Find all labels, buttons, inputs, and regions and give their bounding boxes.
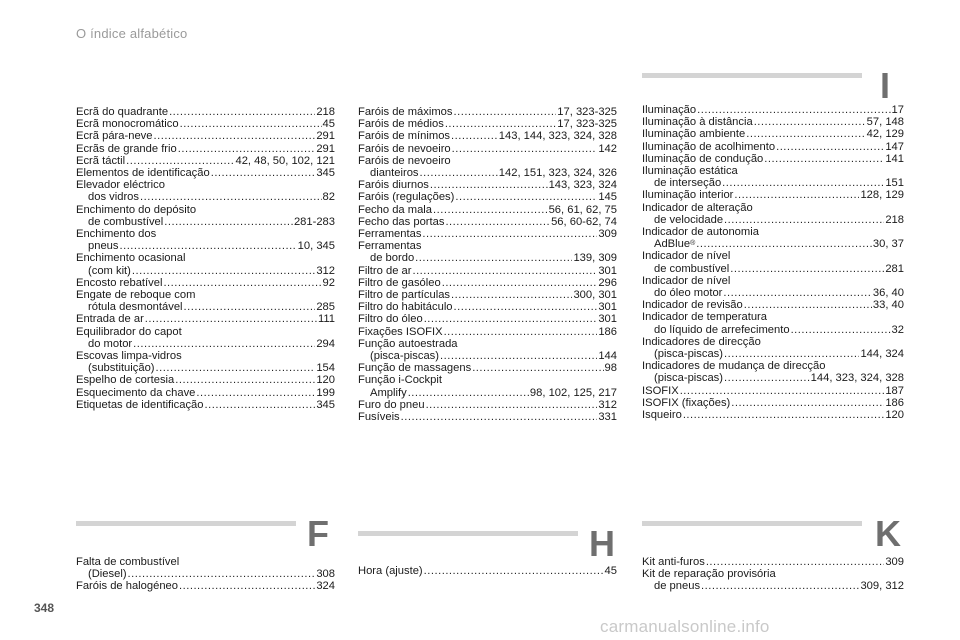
index-entry-pages: 42, 48, 50, 102, 121 [235, 154, 335, 167]
index-entry-pages: 10, 345 [297, 240, 335, 253]
index-entry-term: Faróis de nevoeiro [358, 142, 451, 155]
index-entry [358, 326, 617, 338]
index-entry-pages: 151 [885, 177, 904, 190]
index-entry-heading: Falta de combustível [76, 556, 180, 568]
index-entry [642, 556, 904, 568]
index-entry-pages: 141 [885, 152, 904, 165]
index-entry [642, 189, 904, 201]
dot-leader [754, 116, 866, 128]
index-entry-term: ISOFIX [642, 384, 679, 397]
index-entry-term: Iluminação interior [642, 189, 734, 202]
dot-leader [175, 374, 315, 386]
index-entry-term: Ferramentas [358, 228, 422, 241]
index-entry-term: Ecrã monocromático [76, 118, 179, 131]
index-entry [642, 141, 904, 153]
index-entry-term: Faróis de halogéneo [76, 580, 179, 593]
index-entry-pages: 144 [598, 350, 617, 363]
index-entry-term: Faróis (regulações) [358, 191, 455, 204]
index-entry [642, 336, 904, 360]
index-entry-term: (pisca-piscas) [654, 348, 724, 361]
section-k-letter: K [875, 513, 901, 554]
index-entry-term: Etiquetas de identificação [76, 398, 204, 411]
index-entry-pages: 144, 323, 324, 328 [810, 372, 904, 385]
dot-leader [731, 397, 884, 409]
index-entry-term: do óleo motor [654, 287, 723, 300]
index-entry [76, 387, 335, 399]
index-entry-term: Elementos de identificação [76, 167, 210, 180]
index-entry-pages: 56, 61, 62, 75 [548, 203, 617, 216]
index-entry [642, 568, 904, 592]
dot-leader [126, 155, 234, 167]
dot-leader [196, 387, 315, 399]
index-entry [358, 204, 617, 216]
index-entry-term: Filtro de gasóleo [358, 276, 441, 289]
index-entry-pages: 45 [322, 118, 335, 131]
index-entry-heading: Função autoestrada [358, 337, 458, 350]
dot-leader [791, 324, 891, 336]
index-entry [358, 277, 617, 289]
index-entry-term: (Diesel) [88, 568, 127, 581]
section-h-letter: H [589, 523, 615, 564]
dot-leader [156, 362, 316, 374]
index-entry-term: Fecho das portas [358, 215, 445, 228]
dot-leader [408, 387, 529, 399]
index-entry [358, 289, 617, 301]
index-entry-pages: 324 [316, 580, 335, 593]
index-entry-term: Faróis de mínimos [358, 130, 451, 143]
index-entry [76, 326, 335, 350]
index-entry-term: Iluminação de condução [642, 152, 764, 165]
index-entry-pages: 30, 37 [872, 238, 904, 251]
index-entry [642, 128, 904, 140]
dot-leader [723, 287, 871, 299]
index-entry [76, 106, 335, 118]
index-entry-term: Kit anti-furos [642, 556, 705, 568]
dot-leader [440, 350, 597, 362]
index-entry-pages: 291 [316, 142, 335, 155]
watermark: carmanualsonline.info [600, 617, 770, 636]
dot-leader [730, 263, 884, 275]
dot-leader [420, 167, 498, 179]
index-entry [76, 155, 335, 167]
index-entry-term: dianteiros [370, 167, 419, 180]
index-entry [76, 167, 335, 179]
index-entry-pages: 139, 309 [573, 252, 617, 265]
dot-leader [734, 189, 859, 201]
index-entry-heading: Indicador de nível [642, 250, 731, 263]
index-entry-pages: 312 [598, 398, 617, 411]
index-entry-pages: 120 [885, 409, 904, 422]
index-entry-pages: 145 [598, 191, 617, 204]
dot-leader [164, 216, 293, 228]
index-entry-heading: Ferramentas [358, 240, 422, 253]
index-entry [642, 397, 904, 409]
index-entry [76, 350, 335, 374]
index-entry-term: Entrada de ar [76, 313, 144, 326]
index-entry [76, 277, 335, 289]
index-entry-term: Indicador de revisão [642, 299, 743, 312]
dot-leader [415, 252, 572, 264]
index-entry [76, 556, 335, 580]
index-entry-pages: 301 [598, 264, 617, 277]
section-k-bar [642, 521, 862, 526]
index-entry [358, 313, 617, 325]
index-entry [358, 179, 617, 191]
index-entry [642, 409, 904, 421]
index-entry-pages: 17 [891, 104, 904, 116]
index-entry-term: Esquecimento da chave [76, 386, 196, 399]
index-entry-term: Ecrãs de grande frio [76, 142, 177, 155]
index-entry-pages: 144, 324 [860, 348, 904, 361]
index-entry [76, 580, 335, 592]
index-entry-heading: Escovas limpa-vidros [76, 350, 182, 363]
section-f-bar [76, 521, 296, 526]
index-entry [358, 191, 617, 203]
index-entry-heading: Indicador de alteração [642, 201, 753, 214]
index-entry [358, 362, 617, 374]
index-entry-term: Faróis de máximos [358, 106, 453, 118]
dot-leader [776, 141, 884, 153]
index-entry-heading: Engate de reboque com [76, 289, 196, 302]
dot-leader [401, 411, 598, 423]
index-entry-pages: 56, 60-62, 74 [551, 215, 617, 228]
index-entry-term: Ecrã táctil [76, 154, 126, 167]
index-entry-term: (pisca-piscas) [654, 372, 724, 385]
index-entry [642, 165, 904, 189]
section-i-bar [642, 73, 862, 78]
index-entry [76, 313, 335, 325]
index-entry-term: Fusíveis [358, 411, 400, 424]
index-entry [642, 104, 904, 116]
index-entry-heading: Enchimento dos [76, 228, 157, 241]
index-entry-pages: 36, 40 [872, 287, 904, 300]
index-entry-heading: Indicador de temperatura [642, 311, 768, 324]
index-entry-pages: 82 [322, 191, 335, 204]
dot-leader [128, 568, 316, 580]
index-entry-term: Faróis de médios [358, 118, 444, 131]
index-entry-pages: 57, 148 [866, 116, 904, 129]
index-entry [76, 204, 335, 228]
index-entry-term: de bordo [370, 252, 415, 265]
index-entry-heading: Indicadores de mudança de direcção [642, 360, 826, 373]
index-entry-pages: 308 [316, 568, 335, 581]
index-entry [358, 155, 617, 179]
dot-leader [145, 313, 317, 325]
index-entry [358, 265, 617, 277]
index-entry [358, 399, 617, 411]
dot-leader [452, 143, 598, 155]
index-entry-pages: 120 [316, 374, 335, 387]
index-entry [76, 228, 335, 252]
index-entry-term: AdBlue [654, 238, 691, 251]
index-entry-pages: 143, 144, 323, 324, 328 [498, 130, 617, 143]
index-entry-pages: 142, 151, 323, 324, 326 [498, 167, 617, 180]
dot-leader [412, 265, 597, 277]
index-entry [358, 301, 617, 313]
index-entry-term: Espelho de cortesia [76, 374, 175, 387]
index-entry-term: Iluminação de acolhimento [642, 140, 776, 153]
index-entry-pages: 309, 312 [860, 580, 904, 593]
index-entry-term: Isqueiro [642, 409, 682, 422]
dot-leader [424, 565, 604, 577]
dot-leader [744, 299, 872, 311]
section-f-letter: F [307, 513, 329, 554]
index-column-h [358, 565, 617, 577]
dot-leader [454, 301, 598, 313]
index-entry-term: Furo do pneu [358, 398, 425, 411]
index-entry-term: Filtro de partículas [358, 289, 451, 302]
dot-leader [445, 216, 550, 228]
dot-leader [444, 326, 598, 338]
dot-leader [697, 104, 890, 116]
index-entry [76, 289, 335, 313]
dot-leader [442, 277, 598, 289]
index-column-i [642, 104, 904, 421]
index-entry-term: (com kit) [88, 264, 131, 277]
dot-leader [701, 580, 859, 592]
index-entry [642, 226, 904, 250]
page-header-title: O índice alfabético [76, 26, 188, 41]
index-entry-pages: 147 [885, 140, 904, 153]
index-entry-term: do líquido de arrefecimento [654, 323, 790, 336]
index-entry-pages: 331 [598, 411, 617, 424]
registered-mark: ® [690, 240, 696, 248]
dot-leader [163, 277, 321, 289]
index-entry-heading: Faróis de nevoeiro [358, 154, 451, 167]
index-entry-pages: 218 [316, 106, 335, 118]
index-entry-term: de velocidade [654, 213, 724, 226]
index-entry [76, 399, 335, 411]
index-entry-pages: 42, 129 [866, 128, 904, 141]
index-entry-pages: 218 [885, 213, 904, 226]
index-entry [358, 106, 617, 118]
index-entry-pages: 294 [316, 337, 335, 350]
index-entry-term: Ecrã do quadrante [76, 106, 169, 118]
index-entry [358, 374, 617, 398]
index-entry-pages: 301 [598, 301, 617, 314]
index-entry-pages: 301 [598, 313, 617, 326]
index-entry [642, 116, 904, 128]
index-entry-term: Encosto rebatível [76, 276, 163, 289]
index-entry [76, 252, 335, 276]
section-i-letter: I [880, 65, 891, 106]
index-entry [76, 130, 335, 142]
index-entry [642, 250, 904, 274]
dot-leader [724, 372, 810, 384]
dot-leader [706, 556, 885, 568]
index-entry [358, 118, 617, 130]
index-entry-pages: 291 [316, 130, 335, 143]
dot-leader [683, 409, 885, 421]
index-entry-pages: 296 [598, 276, 617, 289]
dot-leader [154, 130, 316, 142]
dot-leader [426, 399, 598, 411]
index-entry-pages: 45 [604, 565, 617, 577]
index-entry [642, 311, 904, 335]
index-entry-heading: Indicador de nível [642, 274, 731, 287]
index-entry [76, 179, 335, 203]
dot-leader [724, 348, 859, 360]
index-entry-pages: 17, 323-325 [557, 118, 617, 131]
dot-leader [455, 191, 597, 203]
index-entry-pages: 154 [316, 362, 335, 375]
dot-leader [205, 399, 316, 411]
index-entry-term: Fixações ISOFIX [358, 325, 443, 338]
dot-leader [451, 130, 498, 142]
index-entry-heading: Indicadores de direcção [642, 335, 761, 348]
index-entry [358, 228, 617, 240]
index-entry-pages: 309 [885, 556, 904, 568]
index-entry-pages: 186 [885, 396, 904, 409]
index-entry-pages: 285 [316, 301, 335, 314]
index-entry-heading: Kit de reparação provisória [642, 568, 776, 581]
index-entry-pages: 98 [604, 362, 617, 375]
dot-leader [451, 289, 572, 301]
index-column-e [76, 106, 335, 411]
index-entry-term: Iluminação à distância [642, 116, 753, 129]
index-entry-term: de combustível [654, 262, 730, 275]
index-entry [76, 143, 335, 155]
index-entry-pages: 345 [316, 167, 335, 180]
index-entry-term: de pneus [654, 580, 701, 593]
section-h-bar [358, 531, 578, 536]
index-entry-pages: 187 [885, 384, 904, 397]
index-entry-pages: 281-283 [293, 215, 335, 228]
index-entry [642, 153, 904, 165]
index-entry-heading: Função i-Cockpit [358, 374, 442, 387]
index-entry [642, 202, 904, 226]
index-entry-pages: 92 [322, 276, 335, 289]
dot-leader [119, 240, 296, 252]
index-column-f [358, 106, 617, 423]
index-entry [358, 411, 617, 423]
index-entry-pages: 32 [891, 323, 904, 336]
index-entry-pages: 142 [598, 142, 617, 155]
index-entry-pages: 186 [598, 325, 617, 338]
index-entry-term: Hora (ajuste) [358, 565, 423, 577]
dot-leader [184, 301, 316, 313]
index-entry [358, 143, 617, 155]
dot-leader [724, 214, 884, 226]
index-column-f-entries [76, 556, 335, 593]
dot-leader [472, 362, 603, 374]
index-entry-term: Fecho da mala [358, 203, 433, 216]
index-entry-pages: 312 [316, 264, 335, 277]
dot-leader [140, 191, 322, 203]
dot-leader [764, 153, 884, 165]
index-entry [642, 275, 904, 299]
dot-leader [179, 580, 315, 592]
index-entry-term: do motor [88, 337, 133, 350]
page-number: 348 [34, 601, 55, 615]
index-entry [642, 299, 904, 311]
index-entry [358, 130, 617, 142]
dot-leader [211, 167, 316, 179]
index-entry-heading: Elevador eléctrico [76, 179, 165, 192]
index-entry [358, 216, 617, 228]
index-entry-pages: 281 [885, 262, 904, 275]
index-entry-pages: 111 [317, 313, 335, 326]
index-entry-term: Amplify [370, 386, 407, 399]
index-entry-term: dos vidros [88, 191, 139, 204]
index-entry-heading: Enchimento ocasional [76, 252, 186, 265]
index-entry [76, 374, 335, 386]
index-entry-term: (pisca-piscas) [370, 350, 440, 363]
dot-leader [746, 128, 865, 140]
index-entry-term: Função de massagens [358, 362, 472, 375]
index-entry-heading: Enchimento do depósito [76, 203, 197, 216]
dot-leader [132, 265, 315, 277]
index-entry-term: Iluminação ambiente [642, 128, 746, 141]
index-entry-term: rótula desmontável [88, 301, 183, 314]
dot-leader [445, 118, 556, 130]
dot-leader [722, 177, 884, 189]
index-entry-term: Faróis diurnos [358, 179, 429, 192]
dot-leader [696, 238, 872, 250]
dot-leader [680, 385, 885, 397]
index-entry-term: Filtro do óleo [358, 313, 423, 326]
index-entry-term: Ecrã pára-neve [76, 130, 153, 143]
dot-leader [133, 338, 315, 350]
dot-leader [433, 204, 548, 216]
index-entry-term: de combustível [88, 215, 164, 228]
index-column-k [642, 556, 904, 593]
index-entry-pages: 128, 129 [860, 189, 904, 202]
index-entry-pages: 98, 102, 125, 217 [529, 386, 617, 399]
index-entry [76, 118, 335, 130]
index-entry-pages: 345 [316, 398, 335, 411]
index-entry-term: (substituição) [88, 362, 155, 375]
index-entry-term: Iluminação [642, 104, 697, 116]
dot-leader [169, 106, 315, 118]
index-entry-heading: Indicador de autonomia [642, 226, 759, 239]
dot-leader [178, 143, 316, 155]
index-entry-pages: 199 [316, 386, 335, 399]
index-entry [642, 385, 904, 397]
index-entry [358, 240, 617, 264]
index-entry-term: de interseção [654, 177, 722, 190]
index-entry-pages: 33, 40 [872, 299, 904, 312]
index-entry-term: Filtro de ar [358, 264, 412, 277]
index-entry-term: ISOFIX (fixações) [642, 396, 731, 409]
dot-leader [180, 118, 322, 130]
index-entry-pages: 143, 323, 324 [548, 179, 617, 192]
index-entry-term: pneus [88, 240, 119, 253]
dot-leader [424, 313, 598, 325]
dot-leader [422, 228, 597, 240]
index-entry-pages: 300, 301 [573, 289, 617, 302]
index-entry-heading: Equilibrador do capot [76, 325, 182, 338]
index-entry-term: Filtro do habitáculo [358, 301, 453, 314]
index-entry [358, 565, 617, 577]
index-entry-pages: 17, 323-325 [557, 106, 617, 118]
dot-leader [454, 106, 557, 118]
index-entry [358, 338, 617, 362]
index-entry-pages: 309 [598, 228, 617, 241]
index-entry-heading: Iluminação estática [642, 165, 738, 178]
dot-leader [430, 179, 548, 191]
index-entry [642, 360, 904, 384]
